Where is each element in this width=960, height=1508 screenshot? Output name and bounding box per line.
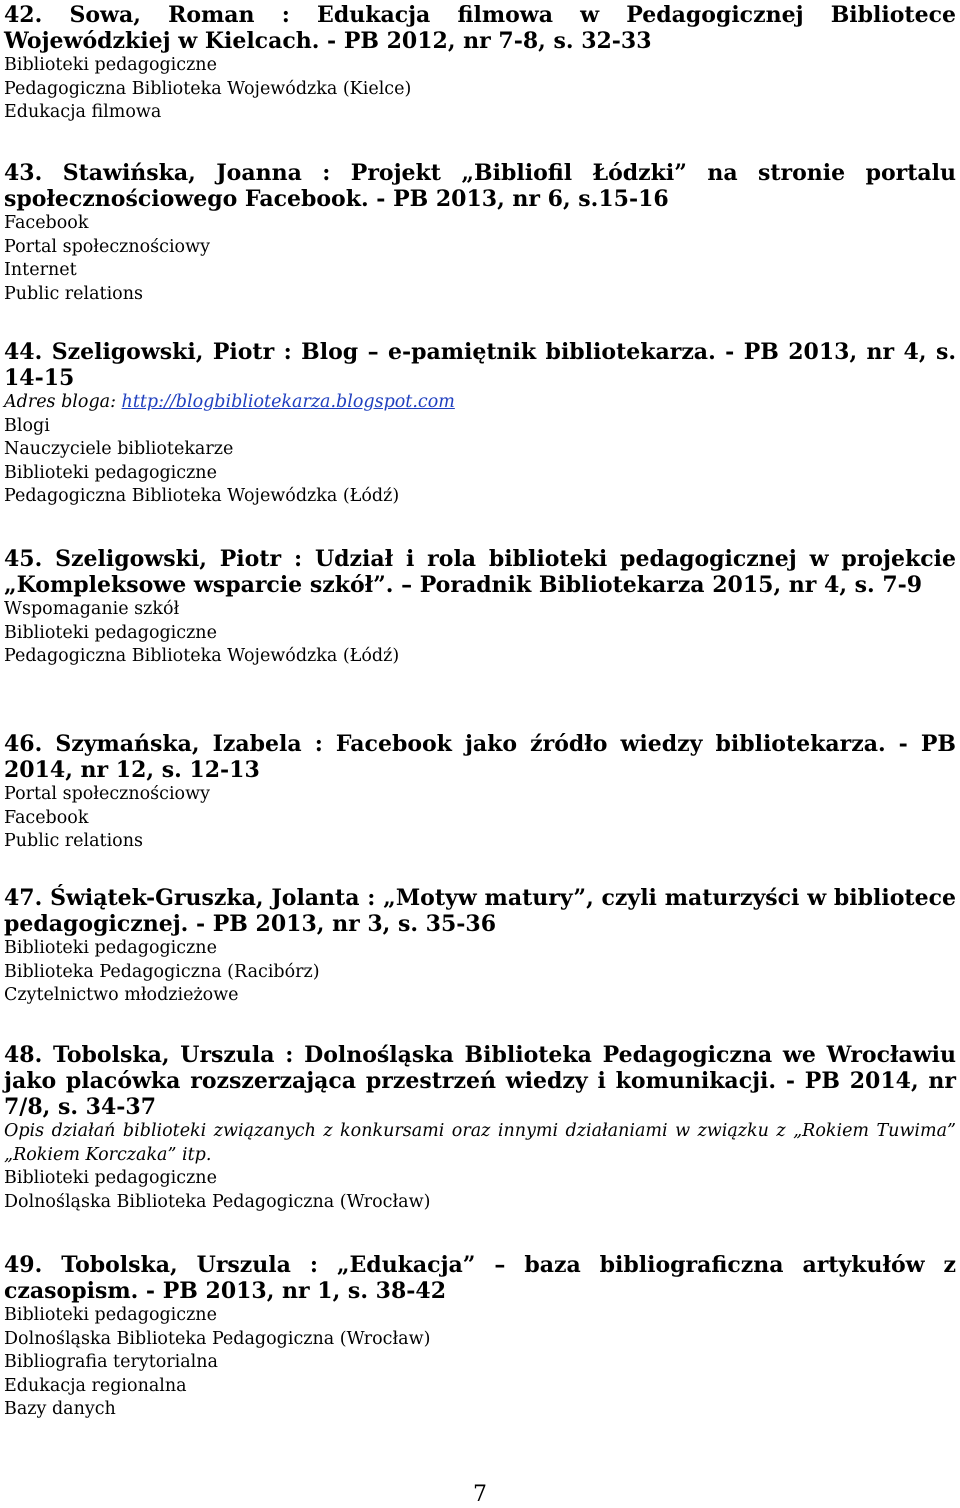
keyword: Facebook (4, 807, 89, 828)
keyword: Pedagogiczna Biblioteka Wojewódzka (Łódź) (4, 646, 400, 667)
bibliography-entry (4, 885, 956, 1008)
entry-title: 42. Sowa, Roman : Edukacja filmowa w Pedagogicznej Bibliotece Wojewódzkiej w Kielcach. - PB 2012, nr 7-8, s. 32-33 (4, 2, 956, 54)
keyword: Biblioteki pedagogiczne (4, 1305, 217, 1325)
entry-title: 49. Tobolska, Urszula : „Edukacja” – baza bibliograficzna artykułów z czasopism. - PB 2013, nr 1, s. 38-42 (4, 1252, 956, 1304)
entry-title: 45. Szeligowski, Piotr : Udział i rola biblioteki pedagogicznej w projekcie „Kompleksowe wsparcie szkół”. – Poradnik Bibliotekarza 2015, nr 4, s. 7-9 (4, 546, 956, 598)
page-number: 7 (473, 1482, 487, 1507)
keyword: Facebook (4, 213, 89, 233)
keyword: Public relations (4, 283, 143, 304)
keyword: Blogi (4, 415, 50, 436)
entry-title: 44. Szeligowski, Piotr : Blog – e-pamiętnik bibliotekarza. - PB 2013, nr 4, s. 14-15 (4, 339, 956, 391)
keyword: Czytelnictwo młodzieżowe (4, 985, 239, 1006)
keyword: Biblioteki pedagogiczne (4, 55, 217, 75)
keyword: Biblioteki pedagogiczne (4, 938, 217, 958)
keyword: Internet (4, 260, 77, 281)
blog-address: Adres bloga: http://blogbibliotekarza.blogspot.com (4, 392, 455, 412)
bibliography-entry (4, 1252, 956, 1422)
keyword: Dolnośląska Biblioteka Pedagogiczna (Wrocław) (4, 1191, 431, 1212)
keyword: Pedagogiczna Biblioteka Wojewódzka (Kielce) (4, 78, 412, 99)
keyword: Bibliografia terytorialna (4, 1352, 218, 1373)
bibliography-entry (4, 731, 956, 854)
entry-note: Opis działań biblioteki związanych z konkursami oraz innymi działaniami w związku z „Rokiem Tuwima” „Rokiem Korczaka” itp. (4, 1121, 956, 1165)
blog-url-link[interactable]: http://blogbibliotekarza.blogspot.com (121, 392, 455, 412)
entry-title: 47. Świątek-Gruszka, Jolanta : „Motyw matury”, czyli maturzyści w bibliotece pedagogicznej. - PB 2013, nr 3, s. 35-36 (4, 885, 956, 937)
bibliography-entry (4, 160, 956, 306)
keyword: Dolnośląska Biblioteka Pedagogiczna (Wrocław) (4, 1328, 431, 1349)
bibliography-entry (4, 339, 956, 509)
keyword: Biblioteki pedagogiczne (4, 462, 217, 483)
entry-title: 43. Stawińska, Joanna : Projekt „Bibliofil Łódzki” na stronie portalu społecznościowego Facebook. - PB 2013, nr 6, s.15-16 (4, 160, 956, 212)
entry-title: 48. Tobolska, Urszula : Dolnośląska Biblioteka Pedagogiczna we Wrocławiu jako placówka rozszerzająca przestrzeń wiedzy i komunikacji. - PB 2014, nr 7/8, s. 34-37 (4, 1042, 956, 1120)
keyword: Portal społecznościowy (4, 784, 210, 804)
keyword: Bazy danych (4, 1399, 116, 1420)
keyword: Edukacja regionalna (4, 1375, 187, 1396)
bibliography-entry (4, 1042, 956, 1214)
keyword: Pedagogiczna Biblioteka Wojewódzka (Łódź) (4, 486, 400, 507)
entry-title: 46. Szymańska, Izabela : Facebook jako źródło wiedzy bibliotekarza. - PB 2014, nr 12, s. 12-13 (4, 731, 957, 783)
bibliography-entry (4, 546, 956, 669)
keyword: Nauczyciele bibliotekarze (4, 439, 234, 460)
bibliography-entry (4, 2, 956, 125)
keyword: Biblioteki pedagogiczne (4, 622, 217, 643)
keyword: Wspomaganie szkół (4, 599, 180, 619)
keyword: Edukacja filmowa (4, 102, 162, 123)
keyword: Public relations (4, 831, 143, 852)
keyword: Portal społecznościowy (4, 236, 210, 257)
keyword: Biblioteka Pedagogiczna (Racibórz) (4, 961, 320, 982)
keyword: Biblioteki pedagogiczne (4, 1168, 217, 1189)
